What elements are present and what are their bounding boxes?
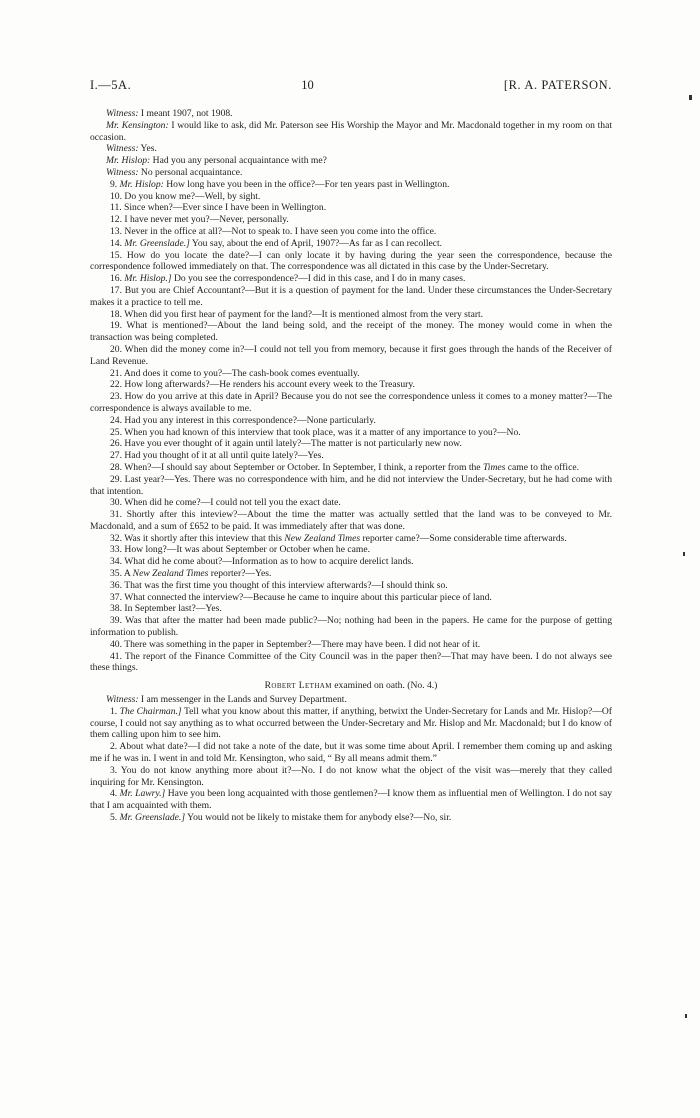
witness-heading-rest: examined on oath. (No. 4.): [331, 680, 438, 692]
speaker-label: Mr. Greenslade.]: [119, 812, 186, 824]
paragraph-prefix: 5.: [110, 812, 120, 824]
paragraph: [90, 544, 612, 556]
speaker-label: Mr. Greenslade.]: [124, 237, 190, 249]
paragraph-text: 22. How long afterwards?—He renders his account every week to the Treasury.: [110, 379, 415, 391]
paragraph-text: Tell what you know about this matter, if anything, betwixt the Under-Secretary for Lands and Mr. Hislop?—Of course, I could not say anything as to what occurred between the Under-Secretary and Mr. Hislop and Mr. Macdonald; but I do know of them calling upon him to see him.: [90, 705, 612, 741]
speaker-label: Mr. Hislop.]: [124, 273, 172, 285]
paragraph-text: No personal acquaintance.: [138, 166, 243, 178]
paragraph-text: 3. You do not know anything more about it?—No. I do not know what the object of the visit was—merely that they called inquiring for Mr. Kensington.: [90, 764, 612, 788]
paragraph: [90, 368, 612, 380]
page-number: 10: [301, 78, 314, 92]
paragraph-text: 38. In September last?—Yes.: [110, 603, 222, 615]
paragraph: [90, 788, 612, 812]
paragraph: [90, 812, 612, 824]
paragraph: [90, 497, 612, 509]
paragraph-text: Have you been long acquainted with those gentlemen?—I know them as influential men of Wellington. I do not say that I am acquainted with them.: [90, 788, 613, 812]
evidence-body: [90, 108, 612, 824]
paragraph: [90, 226, 612, 238]
speaker-label: Mr. Hislop:: [119, 178, 164, 190]
margin-mark: [685, 1014, 687, 1018]
speaker-label: The Chairman.]: [119, 705, 182, 717]
speaker-label: Mr. Kensington:: [106, 119, 169, 131]
paragraph-text: How long have you been in the office?—For ten years past in Wellington.: [163, 178, 450, 190]
paragraph: [90, 214, 612, 226]
paragraph-text: reporter came?—Some considerable time afterwards.: [360, 532, 567, 544]
paragraph-prefix: 35. A: [110, 568, 133, 580]
paragraph: [90, 592, 612, 604]
paragraph-text: 11. Since when?—Ever since I have been in Wellington.: [110, 202, 327, 214]
paragraph-text: 33. How long?—It was about September or October when he came.: [110, 544, 371, 556]
paragraph: [90, 603, 612, 615]
paragraph-text: 29. Last year?—Yes. There was no correspondence with him, and he did not interview the Under-Secretary, but he had come with that intention.: [90, 473, 612, 497]
paragraph: [90, 741, 612, 765]
paragraph-text: Do you see the correspondence?—I did in this case, and I do in many cases.: [171, 273, 466, 285]
paragraph-prefix: 9.: [110, 178, 120, 190]
paragraph-text: 26. Have you ever thought of it again until lately?—The matter is not particularly new now.: [110, 438, 462, 450]
paragraph: [90, 179, 612, 191]
paragraph: [90, 580, 612, 592]
speaker-label: Witness:: [106, 694, 139, 706]
paragraph-prefix: 28. When?—I should say about September or October. In September, I think, a reporter from the: [110, 461, 483, 473]
speaker-label: New Zealand Times: [132, 568, 209, 580]
paragraph: [90, 191, 612, 203]
paragraph: [90, 415, 612, 427]
paragraph: [90, 143, 612, 155]
paragraph: [90, 651, 612, 675]
paragraph-text: 41. The report of the Finance Committee of the City Council was in the paper then?—That may have been. I do not always see these things.: [90, 650, 612, 674]
paragraph-text: Had you any personal acquaintance with me?: [150, 155, 327, 167]
paragraph: [90, 706, 612, 741]
speaker-label: Times: [482, 461, 506, 473]
paragraph-text: 23. How do you arrive at this date in April? Because you do not see the correspondence unless it comes to a money matter?—The correspondence is always available to me.: [90, 391, 612, 414]
paragraph-text: 18. When did you first hear of payment for the land?—It is mentioned almost from the very start.: [110, 308, 484, 320]
paragraph-text: 12. I have never met you?—Never, personally.: [110, 214, 289, 226]
paragraph: [90, 533, 612, 545]
witness-name: [R. A. PATERSON.: [503, 78, 612, 92]
paragraph-prefix: 1.: [110, 705, 120, 717]
paragraph: [90, 556, 612, 568]
paragraph-text: 25. When you had known of this interview that took place, was it a matter of any importance to you?—No.: [110, 426, 521, 438]
paragraph: [90, 320, 612, 344]
paragraph-text: You would not be likely to mistake them for anybody else?—No, sir.: [185, 812, 452, 824]
paragraph: [90, 238, 612, 250]
paragraph-text: 27. Had you thought of it at all until quite lately?—Yes.: [110, 450, 324, 462]
paragraph-text: 30. When did he come?—I could not tell you the exact date.: [110, 497, 341, 509]
speaker-label: Witness:: [106, 143, 139, 155]
paragraph: [90, 765, 612, 789]
paragraph-text: 39. Was that after the matter had been made public?—No; nothing had been in the papers. He came for the purpose of getting information to publish.: [90, 615, 612, 639]
paragraph: [90, 120, 612, 144]
paragraph: [90, 285, 612, 309]
section-heading: [90, 680, 612, 692]
paragraph-text: 20. When did the money come in?—I could not tell you from memory, because it first goes through the hands of the Receiver of Land Revenue.: [90, 343, 612, 367]
margin-mark: [689, 95, 692, 100]
paragraph: [90, 391, 612, 415]
paragraph-text: 15. How do you locate the date?—I can only locate it by having during the year seen the correspondence, because the correspondence followed immediately on that. The correspondence was all dictated in this case by the Under-Secretary.: [90, 249, 612, 273]
speaker-label: Witness:: [106, 108, 139, 119]
paragraph-text: came to the office.: [505, 461, 579, 473]
paragraph: [90, 427, 612, 439]
paragraph-text: 19. What is mentioned?—About the land being sold, and the receipt of the money. The money would come in when the transaction was being completed.: [90, 320, 612, 344]
paragraph: [90, 273, 612, 285]
document-reference: I.—5A.: [90, 78, 132, 92]
paragraph-text: I meant 1907, not 1908.: [138, 108, 233, 119]
paragraph-text: 36. That was the first time you thought of this interview afterwards?—I should think so.: [110, 579, 448, 591]
document-page: [90, 78, 612, 824]
paragraph: [90, 568, 612, 580]
paragraph-text: 13. Never in the office at all?—Not to speak to. I have seen you come into the office.: [110, 225, 437, 237]
paragraph: [90, 155, 612, 167]
paragraph: [90, 450, 612, 462]
paragraph: [90, 474, 612, 498]
speaker-label: New Zealand Times: [284, 532, 361, 544]
paragraph-prefix: 16.: [110, 273, 125, 285]
paragraph: [90, 250, 612, 274]
paragraph-text: 24. Had you any interest in this correspondence?—None particularly.: [110, 414, 376, 426]
speaker-label: Mr. Hislop:: [106, 155, 151, 167]
evidence-section-letham: [90, 694, 612, 824]
paragraph-text: 17. But you are Chief Accountant?—But it is a question of payment for the land. Under these circumstances the Under-Secretary makes it a practice to tell me.: [90, 284, 612, 308]
paragraph-text: 40. There was something in the paper in September?—There may have been. I did not hear of it.: [110, 638, 481, 650]
paragraph-text: You say, about the end of April, 1907?—As far as I can recollect.: [189, 237, 443, 249]
paragraph-prefix: 4.: [110, 788, 120, 800]
paragraph-prefix: 32. Was it shortly after this inteview that this: [110, 532, 285, 544]
witness-heading-name: Robert Letham: [264, 680, 332, 692]
paragraph: [90, 108, 612, 120]
paragraph-prefix: 14.: [110, 237, 125, 249]
paragraph-text: 34. What did he come about?—Information as to how to acquire derelict lands.: [110, 556, 414, 568]
paragraph: [90, 438, 612, 450]
paragraph: [90, 509, 612, 533]
paragraph: [90, 309, 612, 321]
paragraph: [90, 694, 612, 706]
evidence-section-paterson: [90, 108, 612, 674]
paragraph-text: 37. What connected the interview?—Because he came to inquire about this particular piece of land.: [110, 591, 492, 603]
paragraph-text: 21. And does it come to you?—The cash-book comes eventually.: [110, 367, 360, 379]
page-header: [90, 78, 612, 100]
speaker-label: Mr. Lawry.]: [119, 788, 166, 800]
paragraph: [90, 462, 612, 474]
paragraph: [90, 167, 612, 179]
speaker-label: Witness:: [106, 166, 139, 178]
paragraph-text: 2. About what date?—I did not take a note of the date, but it was some time about April. I remember them coming up and asking me if he was in. I went in and told Mr. Kensington, who said, “ By all means admit them.”: [90, 741, 612, 765]
paragraph: [90, 344, 612, 368]
paragraph-text: I am messenger in the Lands and Survey Department.: [138, 694, 347, 706]
paragraph-text: I would like to ask, did Mr. Paterson see His Worship the Mayor and Mr. Macdonald together in my room on that occasion.: [90, 119, 612, 143]
paragraph-text: reporter?—Yes.: [208, 568, 272, 580]
paragraph: [90, 639, 612, 651]
paragraph-text: 10. Do you know me?—Well, by sight.: [110, 190, 261, 202]
paragraph-text: 31. Shortly after this inteview?—About the time the matter was actually settled that the land was to be conveyed to Mr. Macdonald, and a sum of £652 to be paid. It was immediately after that was done.: [90, 509, 612, 532]
paragraph: [90, 202, 612, 214]
paragraph: [90, 615, 612, 639]
margin-mark: [683, 552, 685, 556]
paragraph-text: Yes.: [138, 143, 157, 155]
paragraph: [90, 379, 612, 391]
